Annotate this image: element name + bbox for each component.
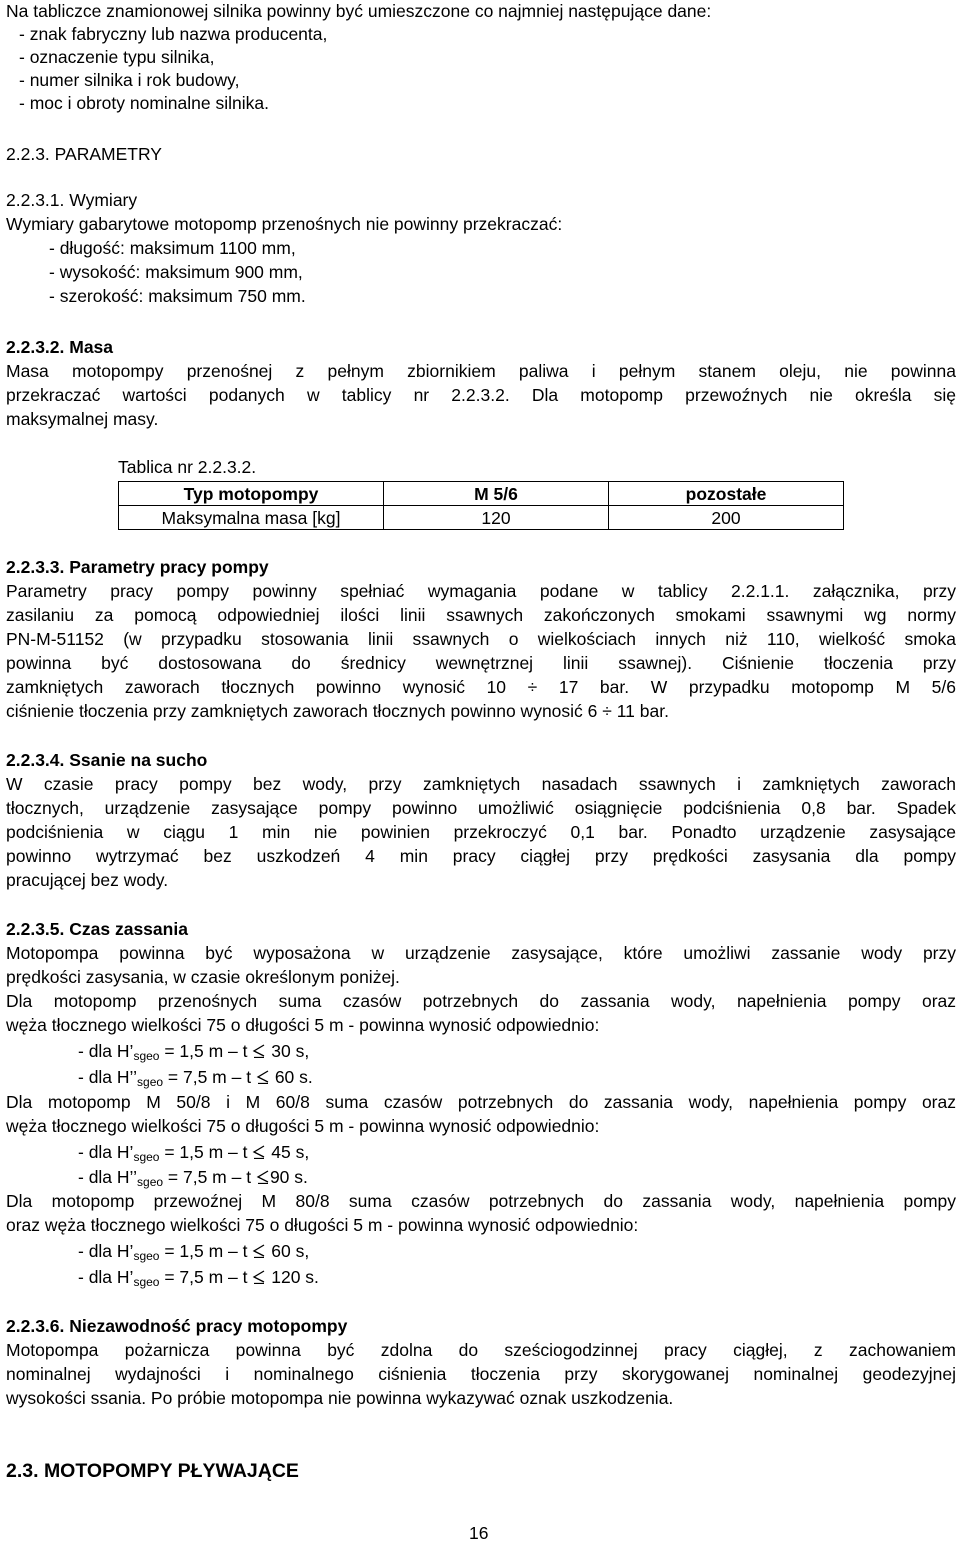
- paragraph-line: wysokości ssania. Po próbie motopompa nie powinna wykazywać oznak uszkodzenia.: [6, 1388, 674, 1408]
- formula-line: - dla H’sgeo = 7,5 m – t 120 s.: [78, 1267, 319, 1289]
- wymiary-item: - szerokość: maksimum 750 mm.: [49, 286, 306, 306]
- paragraph-line: prędkości zasysania, w czasie określonym poniżej.: [6, 967, 400, 987]
- section-heading-wymiary: 2.2.3.1. Wymiary: [6, 190, 138, 210]
- intro-item: - numer silnika i rok budowy,: [19, 70, 240, 90]
- table-row: [119, 506, 844, 530]
- section-heading-parametry: 2.2.3. PARAMETRY: [6, 144, 162, 164]
- paragraph-line: oraz węża tłocznego wielkości 75 o długości 5 m - powinna wynosić odpowiednio:: [6, 1215, 639, 1235]
- paragraph-line: PN-M-51152 (w przypadku stosowania linii ssawnych o wielkościach innych niż 110, wielkość smoka: [6, 629, 956, 649]
- paragraph-line: Dla motopomp przewoźnej M 80/8 suma czasów potrzebnych do zassania wody, napełnienia pompy: [6, 1191, 956, 1211]
- paragraph-line: Dla motopomp M 50/8 i M 60/8 suma czasów potrzebnych do zassania wody, napełnienia pompy oraz: [6, 1092, 956, 1112]
- paragraph-line: Dla motopomp przenośnych suma czasów potrzebnych do zassania wody, napełnienia pompy oraz: [6, 991, 956, 1011]
- intro-item: - moc i obroty nominalne silnika.: [19, 93, 269, 113]
- section-heading-czas-zassania: 2.2.3.5. Czas zassania: [6, 919, 188, 939]
- less-equal-icon: [252, 1041, 266, 1055]
- paragraph-line: maksymalnej masy.: [6, 409, 159, 429]
- paragraph-line: tłocznych, urządzenie zasysające pompy powinno umożliwić osiągnięcie podciśnienia 0,8 bar. Spadek: [6, 798, 956, 818]
- paragraph-line: Motopompa powinna być wyposażona w urządzenie zasysające, które umożliwi zassanie wody przy: [6, 943, 956, 963]
- paragraph-line: pracującej bez wody.: [6, 870, 169, 890]
- formula-line: - dla H’’sgeo = 7,5 m – t 60 s.: [78, 1067, 313, 1089]
- intro-item: - znak fabryczny lub nazwa producenta,: [19, 24, 328, 44]
- table-header-row: [119, 482, 844, 506]
- less-equal-icon: [252, 1267, 266, 1281]
- section-heading-motopompy-plywajace: 2.3. MOTOPOMPY PŁYWAJĄCE: [6, 1460, 299, 1482]
- less-equal-icon: [252, 1142, 266, 1156]
- wymiary-lead: Wymiary gabarytowe motopomp przenośnych nie powinny przekraczać:: [6, 214, 563, 234]
- formula-line: - dla H’sgeo = 1,5 m – t 30 s,: [78, 1041, 310, 1063]
- less-equal-icon: [256, 1167, 270, 1181]
- paragraph-line: powinna być dostosowana do średnicy wewnętrznej linii ssawnej). Ciśnienie tłoczenia przy: [6, 653, 956, 673]
- paragraph-line: węża tłocznego wielkości 75 o długości 5 m - powinna wynosić odpowiednio:: [6, 1015, 600, 1035]
- mass-table: [118, 481, 844, 530]
- paragraph-line: podciśnienia w ciągu 1 min nie powinien przekroczyć 0,1 bar. Ponadto urządzenie zasysające: [6, 822, 956, 842]
- table-cell: Maksymalna masa [kg]: [119, 506, 384, 530]
- paragraph-line: węża tłocznego wielkości 75 o długości 5 m - powinna wynosić odpowiednio:: [6, 1116, 600, 1136]
- paragraph-line: nominalnej wydajności i nominalnego ciśnienia tłoczenia przy skorygowanej nominalnej geodezyjnej: [6, 1364, 956, 1384]
- less-equal-icon: [252, 1241, 266, 1255]
- wymiary-item: - wysokość: maksimum 900 mm,: [49, 262, 303, 282]
- formula-line: - dla H’sgeo = 1,5 m – t 60 s,: [78, 1241, 310, 1263]
- formula-line: - dla H’’sgeo = 7,5 m – t 90 s.: [78, 1167, 308, 1189]
- intro-item: - oznaczenie typu silnika,: [19, 47, 215, 67]
- paragraph-line: W czasie pracy pompy bez wody, przy zamkniętych nasadach ssawnych i zamkniętych zaworach: [6, 774, 956, 794]
- section-heading-niezawodnosc: 2.2.3.6. Niezawodność pracy motopompy: [6, 1316, 348, 1336]
- paragraph-line: ciśnienie tłoczenia przy zamkniętych zaworach tłocznych powinno wynosić 6 ÷ 11 bar.: [6, 701, 669, 721]
- table-cell: 120: [384, 506, 609, 530]
- section-heading-ssanie: 2.2.3.4. Ssanie na sucho: [6, 750, 208, 770]
- table-caption: Tablica nr 2.2.3.2.: [118, 457, 257, 477]
- paragraph-line: Motopompa pożarnicza powinna być zdolna do sześciogodzinnej pracy ciągłej, z zachowaniem: [6, 1340, 956, 1360]
- wymiary-item: - długość: maksimum 1100 mm,: [49, 238, 296, 258]
- intro-lead: Na tabliczce znamionowej silnika powinny być umieszczone co najmniej następujące dane:: [6, 1, 712, 21]
- table-header-cell: Typ motopompy: [119, 482, 384, 506]
- paragraph-line: zasilaniu za pomocą odpowiedniej ilości linii ssawnych zakończonych smokami ssawnymi wg normy: [6, 605, 956, 625]
- table-cell: 200: [609, 506, 844, 530]
- paragraph-line: przekraczać wartości podanych w tablicy nr 2.2.3.2. Dla motopomp przewoźnych nie określa się: [6, 385, 956, 405]
- section-heading-parametry-pracy: 2.2.3.3. Parametry pracy pompy: [6, 557, 269, 577]
- paragraph-line: powinno wytrzymać bez uszkodzeń 4 min pracy ciągłej przy prędkości zasysania dla pompy: [6, 846, 956, 866]
- formula-line: - dla H’sgeo = 1,5 m – t 45 s,: [78, 1142, 310, 1164]
- table-header-cell: pozostałe: [609, 482, 844, 506]
- paragraph-line: Parametry pracy pompy powinny spełniać wymagania podane w tablicy 2.2.1.1. załącznika, przy: [6, 581, 956, 601]
- paragraph-line: Masa motopompy przenośnej z pełnym zbiornikiem paliwa i pełnym stanem oleju, nie powinna: [6, 361, 956, 381]
- table-header-cell: M 5/6: [384, 482, 609, 506]
- page-number: 16: [469, 1523, 489, 1543]
- paragraph-line: zamkniętych zaworach tłocznych powinno wynosić 10 ÷ 17 bar. W przypadku motopomp M 5/6: [6, 677, 956, 697]
- less-equal-icon: [256, 1067, 270, 1081]
- section-heading-masa: 2.2.3.2. Masa: [6, 337, 114, 357]
